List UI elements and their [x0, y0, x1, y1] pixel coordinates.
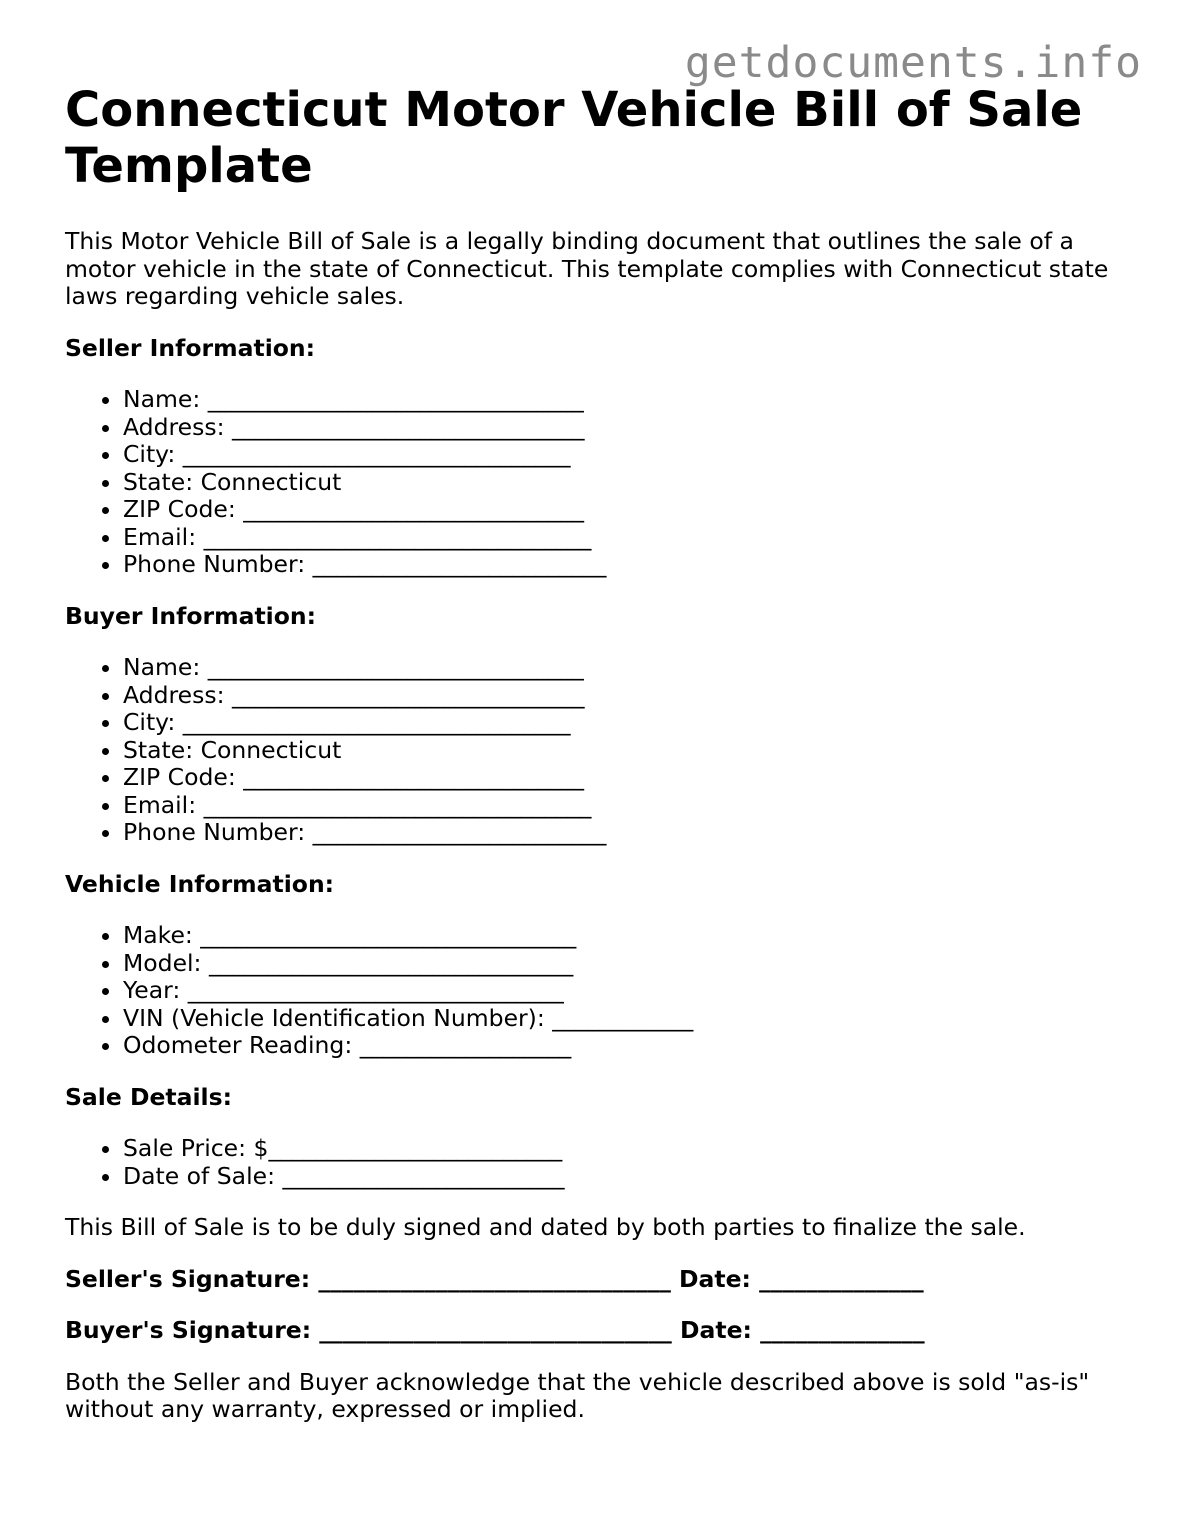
- vehicle-model-field[interactable]: • Model: _______________________________: [123, 950, 1125, 978]
- seller-signature-line[interactable]: Seller's Signature: ______________________________ Date: ______________: [65, 1264, 924, 1293]
- sign-note: This Bill of Sale is to be duly signed and dated by both parties to finalize the sale.: [65, 1213, 1026, 1241]
- acknowledgement-paragraph: Both the Seller and Buyer acknowledge that the vehicle described above is sold "as-is" without any warranty, expressed or implied.: [65, 1367, 1090, 1423]
- buyer-phone-field[interactable]: • Phone Number: _________________________: [123, 819, 1125, 847]
- buyer-city-field[interactable]: • City: _________________________________: [123, 709, 1125, 737]
- seller-address-field[interactable]: • Address: ______________________________: [123, 414, 1125, 442]
- seller-zip-field[interactable]: • ZIP Code: _____________________________: [123, 496, 1125, 524]
- seller-name-field[interactable]: • Name: ________________________________: [123, 386, 1125, 414]
- buyer-fields-list: [65, 654, 1125, 847]
- seller-email-field[interactable]: • Email: _________________________________: [123, 524, 1125, 552]
- sale-date-field[interactable]: • Date of Sale: ________________________: [123, 1163, 1125, 1191]
- vehicle-make-field[interactable]: • Make: ________________________________: [123, 922, 1125, 950]
- page-title: Connecticut Motor Vehicle Bill of Sale Template: [65, 82, 1083, 194]
- watermark: getdocuments.info: [684, 38, 1142, 88]
- seller-city-field[interactable]: • City: _________________________________: [123, 441, 1125, 469]
- sale-heading: Sale Details:: [65, 1082, 232, 1111]
- vehicle-year-field[interactable]: • Year: ________________________________: [123, 977, 1125, 1005]
- vehicle-odometer-field[interactable]: • Odometer Reading: __________________: [123, 1032, 1125, 1060]
- seller-fields-list: [65, 386, 1125, 579]
- seller-state-field: • State: Connecticut: [123, 469, 1125, 497]
- vehicle-heading: Vehicle Information:: [65, 869, 335, 898]
- buyer-state-field: • State: Connecticut: [123, 737, 1125, 765]
- buyer-name-field[interactable]: • Name: ________________________________: [123, 654, 1125, 682]
- sale-fields-list: [65, 1135, 1125, 1190]
- buyer-email-field[interactable]: • Email: _________________________________: [123, 792, 1125, 820]
- buyer-heading: Buyer Information:: [65, 601, 317, 630]
- buyer-zip-field[interactable]: • ZIP Code: _____________________________: [123, 764, 1125, 792]
- document-body: [65, 82, 1125, 1424]
- intro-paragraph: This Motor Vehicle Bill of Sale is a legally binding document that outlines the sale of a motor vehicle in the state of Connecticut. This template complies with Connecticut state laws regarding vehicle sales.: [65, 227, 1109, 310]
- vehicle-fields-list: [65, 922, 1125, 1060]
- buyer-address-field[interactable]: • Address: ______________________________: [123, 682, 1125, 710]
- buyer-signature-line[interactable]: Buyer's Signature: ______________________________ Date: ______________: [65, 1316, 925, 1344]
- seller-heading: Seller Information:: [65, 333, 316, 362]
- seller-phone-field[interactable]: • Phone Number: _________________________: [123, 551, 1125, 579]
- sale-price-field[interactable]: • Sale Price: $_________________________: [123, 1135, 1125, 1163]
- vehicle-vin-field[interactable]: • VIN (Vehicle Identification Number): ____________: [123, 1005, 1125, 1033]
